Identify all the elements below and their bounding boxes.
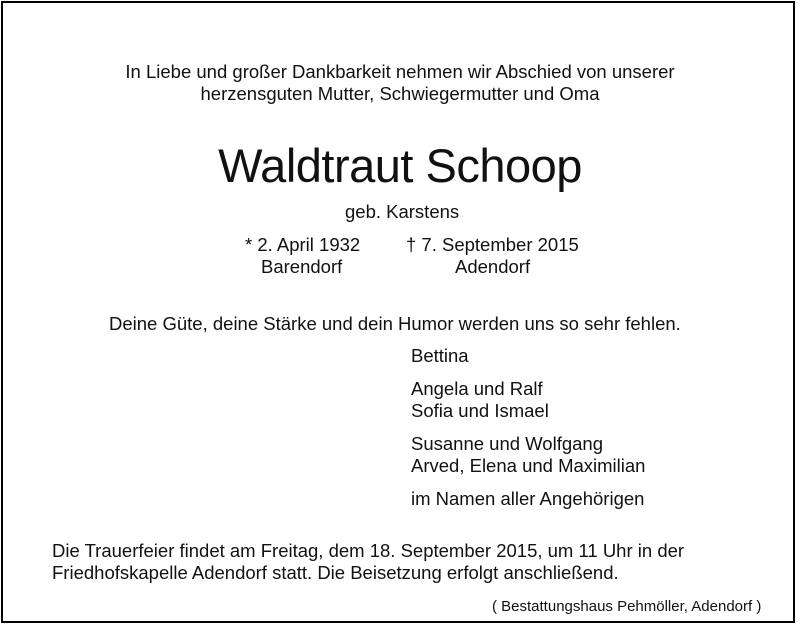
birth-place: Barendorf (261, 256, 343, 277)
mourner-line: Bettina (411, 345, 469, 366)
mourner-line: Sofia und Ismael (411, 400, 549, 421)
deceased-name: Waldtraut Schoop (218, 139, 582, 192)
death-place: Adendorf (455, 256, 531, 277)
quote: Deine Güte, deine Stärke und dein Humor werden uns so sehr fehlen. (109, 313, 681, 334)
service-line-2: Friedhofskapelle Adendorf statt. Die Beisetzung erfolgt anschließend. (52, 562, 619, 583)
death-date: † 7. September 2015 (406, 234, 579, 255)
intro-line-1: In Liebe und großer Dankbarkeit nehmen wir Abschied von unserer (125, 61, 675, 82)
service-line-1: Die Trauerfeier findet am Freitag, dem 18. September 2015, um 11 Uhr in der (52, 540, 685, 561)
mourner-line: Susanne und Wolfgang (411, 433, 604, 454)
funeral-home: ( Bestattungshaus Pehmöller, Adendorf ) (492, 598, 762, 615)
mourner-line: Arved, Elena und Maximilian (411, 455, 646, 476)
maiden-name: geb. Karstens (345, 201, 460, 222)
mourner-line: im Namen aller Angehörigen (411, 488, 645, 509)
intro-line-2: herzensguten Mutter, Schwiegermutter und Oma (200, 83, 600, 104)
birth-date: * 2. April 1932 (245, 234, 361, 255)
mourner-line: Angela und Ralf (411, 378, 543, 399)
